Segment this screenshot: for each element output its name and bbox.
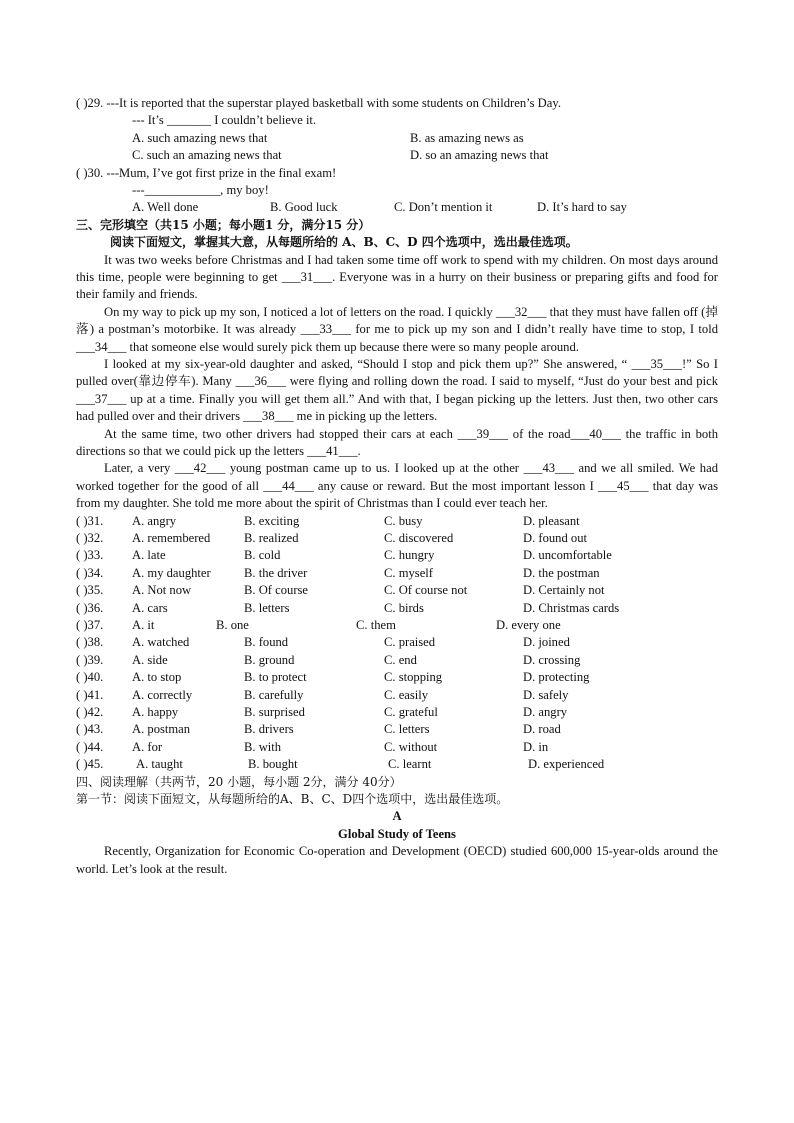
cloze-option-c: C. end [384,652,417,667]
cloze-options-list [76,513,718,774]
cloze-question-number: ( )41. [76,687,104,702]
section-4-subheading: 第一节：阅读下面短文，从每题所给的A、B、C、D四个选项中，选出最佳选项。 [76,791,509,806]
cloze-option-a: A. postman [132,722,191,737]
cloze-question-number: ( )42. [76,705,104,719]
cloze-question-row [76,565,718,582]
section-3-heading: 三、完形填空（共15 小题；每小题1 分，满分15 分） [76,217,371,232]
cloze-option-c: C. Of course not [384,583,468,598]
cloze-question-number: ( )43. [76,722,104,737]
option-30c: C. Don’t mention it [394,200,493,215]
cloze-option-d: D. protecting [523,670,590,685]
cloze-option-c: C. myself [384,565,433,580]
cloze-option-b: B. cold [244,548,281,563]
cloze-option-c: C. discovered [384,531,454,546]
cloze-question-number: ( )44. [76,739,104,754]
cloze-option-a: A. angry [132,513,177,528]
option-29b: B. as amazing news as [410,130,524,145]
question-29-line2: --- It’s _______ I couldn’t believe it. [132,113,317,128]
cloze-question-number: ( )32. [76,531,104,546]
cloze-option-b: B. realized [244,531,299,546]
section-3-instruction: 阅读下面短文，掌握其大意，从每题所给的 A、B、C、D 四个选项中，选出最佳选项。 [110,235,578,250]
cloze-question-row [76,530,718,547]
cloze-option-b: B. exciting [244,513,300,528]
passage-paragraph-4: At the same time, two other drivers had stopped their cars at each ___39___ of the road___40___ the traffic in both directions so that we could pick up the letters ___41___. [76,426,718,459]
section-4-heading: 四、阅读理解（共两节，20 小题，每小题 2分，满分 40分） [76,774,402,789]
question-29-options-row2 [76,147,718,164]
cloze-option-b: B. the driver [244,565,308,580]
exam-page [76,95,718,878]
cloze-question-row [76,652,718,669]
option-30d: D. It’s hard to say [537,200,627,215]
cloze-option-c: C. birds [384,600,424,615]
option-29a: A. such amazing news that [132,130,268,145]
cloze-option-a: A. my daughter [132,565,211,580]
cloze-option-a: A. late [132,548,166,563]
question-29-options-row1 [76,130,718,147]
cloze-option-c: C. letters [384,722,430,737]
question-30-options [76,199,718,216]
cloze-option-d: D. angry [523,705,568,719]
cloze-question-row [76,600,718,617]
question-30-line2: ---____________, my boy! [132,183,269,197]
cloze-question-row [76,756,718,773]
cloze-question-row [76,669,718,686]
cloze-option-b: B. one [216,618,249,633]
cloze-question-number: ( )37. [76,618,104,633]
passage-letter: A [392,809,402,824]
cloze-question-row [76,513,718,530]
cloze-option-a: A. happy [132,705,179,719]
cloze-option-d: D. every one [496,618,561,633]
cloze-option-b: B. to protect [244,670,307,685]
passage-paragraph-1: It was two weeks before Christmas and I had taken some time off work to spend with my children. On most days around this time, people were beginning to get ___31___. Everyone was in a hurry on their business or preparing gifts and food for their family and friends. [76,252,718,302]
cloze-option-a: A. for [132,739,163,754]
question-30-stem: ( )30. ---Mum, I’ve got first prize in the final exam! [76,165,337,180]
passage-paragraph-3: I looked at my six-year-old daughter and asked, “Should I stop and pick them up?” She answered, “ ___35___!” So I pulled over(靠边停车). Many ___36___ were flying and rolling down the road. I said to myself, “Just do your best and pick ___37___ up at a time. Finally you will get them all.” And with that, I began picking up the letters. Just then, two other cars had pulled over and their drivers ___38___ me in picking up the letters. [76,357,718,424]
cloze-option-c: C. them [356,618,396,633]
cloze-option-c: C. learnt [388,757,432,772]
cloze-question-row [76,687,718,704]
cloze-question-number: ( )35. [76,583,104,598]
cloze-question-row [76,634,718,651]
cloze-question-number: ( )40. [76,670,104,685]
cloze-question-number: ( )45. [76,757,104,772]
cloze-option-a: A. correctly [132,687,193,702]
option-29d: D. so an amazing news that [410,148,549,163]
cloze-option-c: C. easily [384,687,429,702]
passage-title: Global Study of Teens [338,826,456,841]
cloze-question-number: ( )36. [76,600,104,615]
cloze-question-number: ( )34. [76,565,104,580]
cloze-option-d: D. crossing [523,652,581,667]
cloze-option-b: B. letters [244,600,290,615]
cloze-option-c: C. without [384,739,438,754]
cloze-option-b: B. with [244,739,282,754]
passage-paragraph-2: On my way to pick up my son, I noticed a lot of letters on the road. I quickly ___32___ that they must have fallen off (掉落) a postman’s motorbike. It was already ___33___ for me to pick up my son and I didn’t really have time to stop, I told ___34___ that someone else would surely pick them up because there were so many people around. [76,304,718,354]
cloze-option-a: A. side [132,652,168,667]
cloze-option-d: D. pleasant [523,513,580,528]
cloze-option-a: A. cars [132,600,168,615]
option-30b: B. Good luck [270,200,338,215]
cloze-option-d: D. uncomfortable [523,548,612,563]
cloze-question-number: ( )33. [76,548,104,563]
cloze-question-row [76,739,718,756]
cloze-option-d: D. found out [523,531,588,546]
cloze-option-b: B. ground [244,652,295,667]
cloze-option-d: D. Certainly not [523,583,605,598]
cloze-option-d: D. experienced [528,757,605,772]
cloze-option-b: B. bought [248,757,298,772]
cloze-question-row [76,704,718,721]
reading-paragraph: Recently, Organization for Economic Co-operation and Development (OECD) studied 600,000 15-year-olds around the world. Let’s look at the result. [76,844,718,876]
cloze-option-a: A. taught [136,757,183,772]
cloze-option-b: B. carefully [244,687,304,702]
cloze-question-row [76,617,718,634]
cloze-option-a: A. to stop [132,670,182,685]
cloze-option-d: D. safely [523,687,569,702]
cloze-option-c: C. stopping [384,670,443,685]
cloze-question-row [76,721,718,738]
option-29c: C. such an amazing news that [132,148,282,163]
cloze-option-b: B. Of course [244,583,309,598]
cloze-question-row [76,582,718,599]
cloze-option-a: A. it [132,618,155,633]
cloze-question-number: ( )31. [76,513,104,528]
cloze-option-d: D. the postman [523,565,600,580]
cloze-option-a: A. remembered [132,531,211,546]
cloze-option-a: A. watched [132,635,190,650]
cloze-option-c: C. hungry [384,548,435,563]
option-30a: A. Well done [132,200,199,215]
passage-paragraph-5: Later, a very ___42___ young postman came up to us. I looked up at the other ___43___ and we all smiled. We had worked together for the good of all ___44___ any cause or reward. But the most important lesson I ___45___ that day was from my daughter. She told me more about the spirit of Christmas than I could ever teach her. [76,461,718,511]
cloze-option-b: B. surprised [244,705,305,719]
cloze-option-d: D. in [523,739,549,754]
cloze-option-d: D. joined [523,635,570,650]
cloze-question-row [76,547,718,564]
cloze-option-c: C. grateful [384,705,438,719]
cloze-option-c: C. busy [384,513,423,528]
cloze-option-d: D. Christmas cards [523,600,620,615]
cloze-option-c: C. praised [384,635,436,650]
cloze-option-a: A. Not now [132,583,192,598]
cloze-option-b: B. drivers [244,722,294,737]
cloze-question-number: ( )38. [76,635,104,650]
cloze-option-b: B. found [244,635,289,650]
question-29-stem: ( )29. ---It is reported that the superstar played basketball with some students on Children’s Day. [76,96,561,110]
cloze-question-number: ( )39. [76,652,104,667]
cloze-option-d: D. road [523,722,561,737]
